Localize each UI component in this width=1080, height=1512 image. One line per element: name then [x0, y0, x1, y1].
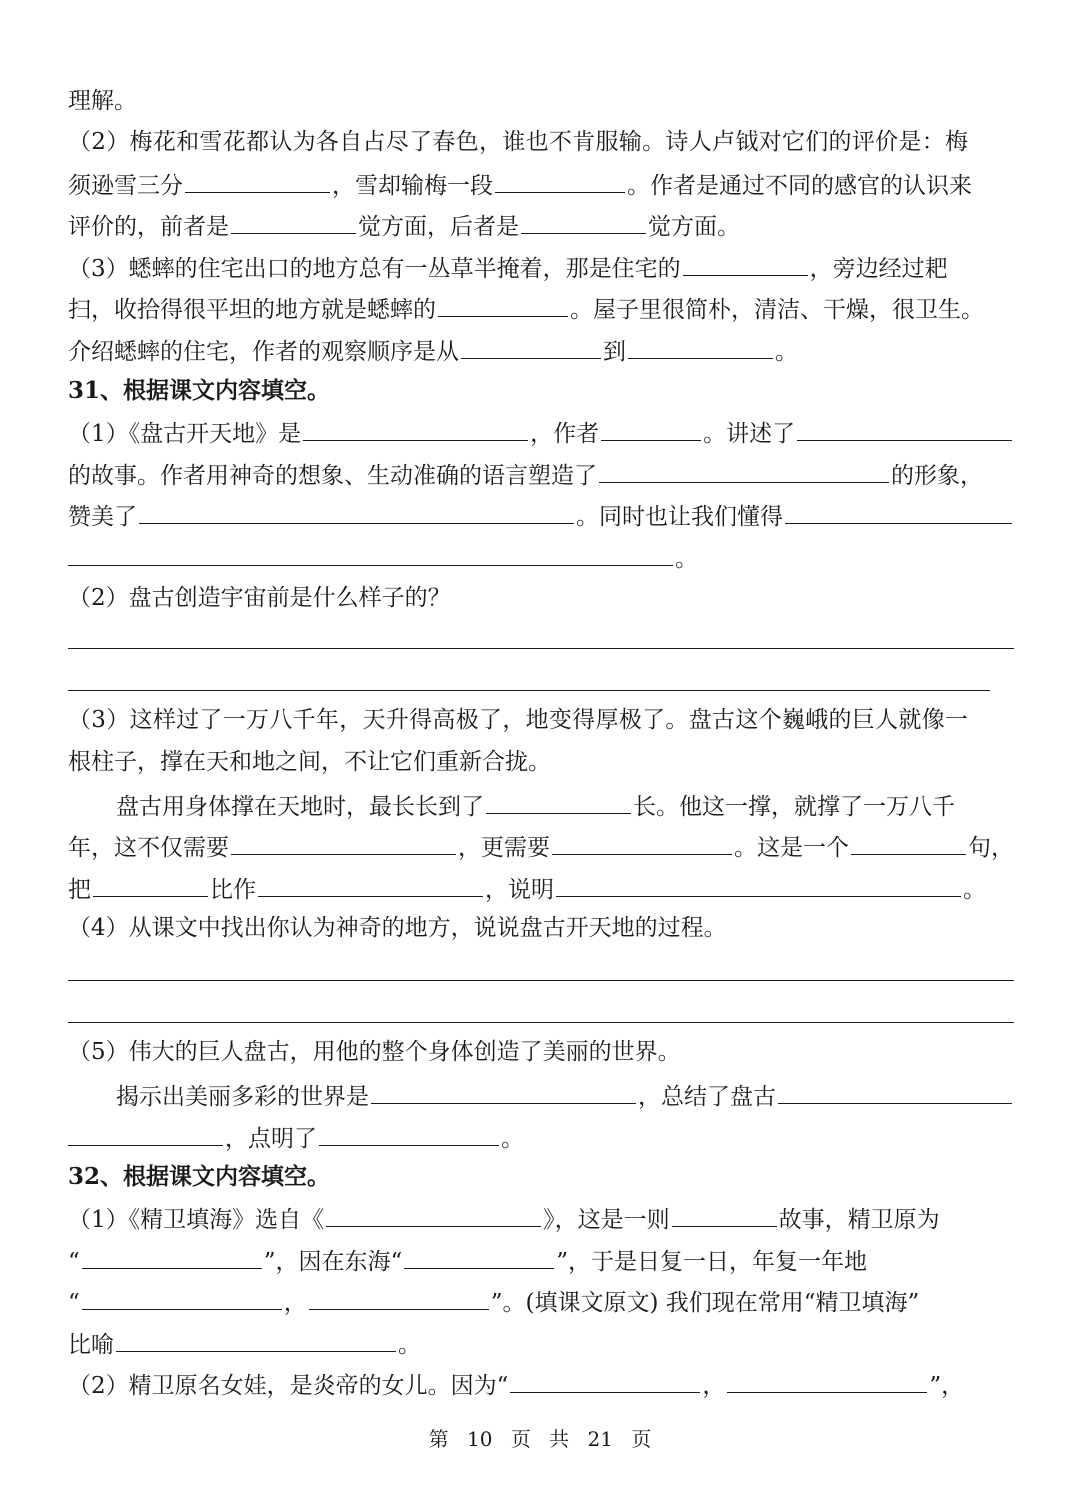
- answer-blank[interactable]: [556, 866, 961, 897]
- answer-blank[interactable]: [68, 1115, 223, 1146]
- q31-p1-line1: （1）《盘古开天地》是 ，作者 。讲述了: [68, 410, 1014, 452]
- q32-p1-line1: （1）《精卫填海》选自《 》，这是一则 故事，精卫原为: [68, 1196, 1014, 1238]
- answer-blank[interactable]: [258, 866, 483, 897]
- current-page-number: 10: [467, 1427, 493, 1451]
- q30-p2-line3: 评价的，前者是 觉方面，后者是 觉方面。: [68, 203, 1014, 245]
- q31-p2-question: （2）盘古创造宇宙前是什么样子的？: [68, 585, 451, 611]
- answer-blank[interactable]: [486, 783, 631, 814]
- answer-blank[interactable]: [326, 1196, 541, 1227]
- q31-p5-line2: 揭示出美丽多彩的世界是 ，总结了盘古: [68, 1073, 1014, 1115]
- answer-blank[interactable]: [231, 203, 356, 234]
- q31-p3-line2: 根柱子，撑在天和地之间，不让它们重新合拢。: [68, 749, 551, 775]
- answer-blank[interactable]: [778, 1073, 1012, 1104]
- answer-blank[interactable]: [68, 535, 673, 566]
- total-page-count: 21: [587, 1427, 613, 1451]
- q31-p5-line3: ，点明了 。: [68, 1115, 1014, 1157]
- answer-line[interactable]: [68, 690, 990, 691]
- answer-blank[interactable]: [628, 328, 773, 359]
- answer-blank[interactable]: [495, 162, 625, 193]
- answer-blank[interactable]: [599, 452, 889, 483]
- answer-blank[interactable]: [552, 824, 732, 855]
- q31-p1-line4: 。: [68, 535, 1014, 577]
- answer-blank[interactable]: [116, 1321, 396, 1352]
- answer-blank[interactable]: [672, 1196, 777, 1227]
- answer-blank[interactable]: [797, 410, 1012, 441]
- answer-blank[interactable]: [785, 493, 1012, 524]
- q31-p1-line3: 赞美了 。同时也让我们懂得: [68, 493, 1014, 535]
- q30-p3-line3: 介绍蟋蟀的住宅，作者的观察顺序是从 到 。: [68, 328, 1014, 370]
- answer-blank[interactable]: [319, 1115, 499, 1146]
- answer-line[interactable]: [68, 648, 1014, 649]
- answer-blank[interactable]: [510, 1362, 700, 1393]
- q32-p1-line4: 比喻 。: [68, 1321, 1014, 1363]
- q30-p3-line2: 扫，收拾得很平坦的地方就是蟋蟀的 。屋子里很简朴，清洁、干燥，很卫生。: [68, 286, 1014, 328]
- q30-p3-line1: （3）蟋蟀的住宅出口的地方总有一丛草半掩着，那是住宅的 ，旁边经过耙: [68, 245, 1014, 287]
- answer-blank[interactable]: [461, 328, 601, 359]
- page-footer: 第 10 页 共 21 页: [428, 1427, 652, 1451]
- q31-p4-question: （4）从课文中找出你认为神奇的地方，说说盘古开天地的过程。: [68, 915, 727, 941]
- answer-blank[interactable]: [438, 286, 568, 317]
- q31-p3-line3: 盘古用身体撑在天地时，最长长到了 长。他这一撑，就撑了一万八千: [68, 783, 1014, 825]
- answer-blank[interactable]: [303, 410, 528, 441]
- q30-p2-line1: （2）梅花和雪花都认为各自占尽了春色，谁也不肯服输。诗人卢钺对它们的评价是：梅: [68, 129, 969, 155]
- answer-blank[interactable]: [601, 410, 701, 441]
- answer-blank[interactable]: [371, 1073, 636, 1104]
- answer-line[interactable]: [68, 980, 1014, 981]
- answer-blank[interactable]: [521, 203, 646, 234]
- text-line: 理解。: [68, 88, 137, 114]
- answer-blank[interactable]: [727, 1362, 927, 1393]
- q31-p5-line1: （5）伟大的巨人盘古，用他的整个身体创造了美丽的世界。: [68, 1039, 681, 1065]
- answer-blank[interactable]: [231, 824, 456, 855]
- answer-blank[interactable]: [82, 1279, 282, 1310]
- answer-blank[interactable]: [683, 245, 808, 276]
- q30-p2-line2: 须逊雪三分 ，雪却输梅一段 。作者是通过不同的感官的认识来: [68, 162, 1014, 204]
- answer-blank[interactable]: [404, 1238, 554, 1269]
- q32-p2-line1: （2）精卫原名女娃，是炎帝的女儿。因为“ ， ”，: [68, 1362, 1014, 1404]
- answer-blank[interactable]: [185, 162, 330, 193]
- q31-p1-line2: 的故事。作者用神奇的想象、生动准确的语言塑造了 的形象，: [68, 452, 1014, 494]
- q32-p1-line2: “ ”，因在东海“ ”，于是日复一日，年复一年地: [68, 1238, 1014, 1280]
- question-heading: 31、根据课文内容填空。: [68, 377, 331, 404]
- answer-blank[interactable]: [93, 866, 208, 897]
- q31-p3-line1: （3）这样过了一万八千年，天升得高极了，地变得厚极了。盘古这个巍峨的巨人就像一: [68, 707, 969, 733]
- answer-line[interactable]: [68, 1022, 1014, 1023]
- answer-blank[interactable]: [139, 493, 574, 524]
- answer-blank[interactable]: [851, 824, 966, 855]
- q31-p3-line5: 把 比作 ，说明 。: [68, 866, 1014, 908]
- answer-blank[interactable]: [309, 1279, 489, 1310]
- answer-blank[interactable]: [82, 1238, 262, 1269]
- q31-p3-line4: 年，这不仅需要 ，更需要 。这是一个 句，: [68, 824, 1014, 866]
- question-heading: 32、根据课文内容填空。: [68, 1163, 331, 1190]
- q32-p1-line3: “ ， ”。(填课文原文) 我们现在常用“精卫填海”: [68, 1279, 1014, 1321]
